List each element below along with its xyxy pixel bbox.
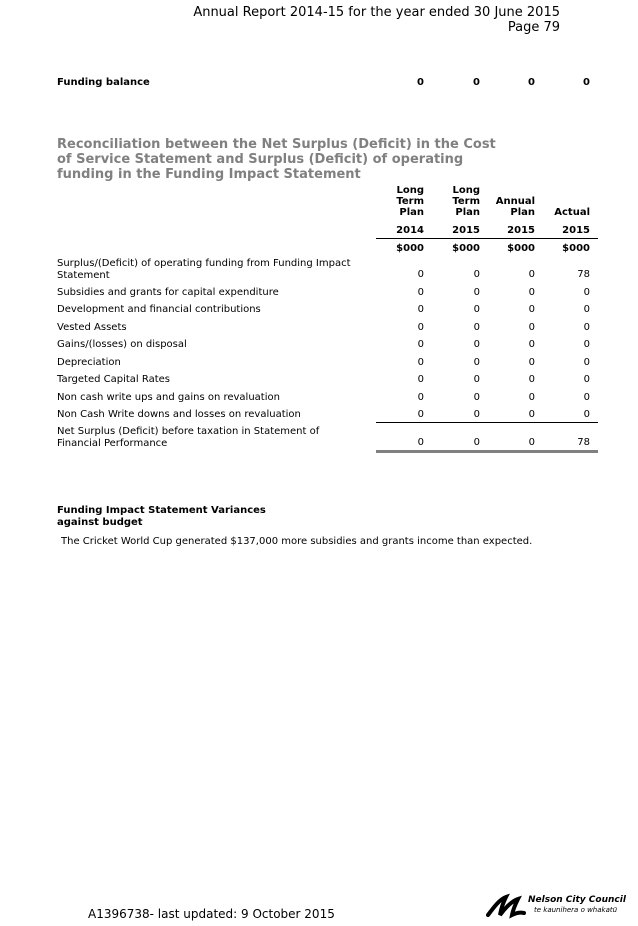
table-cell: 0 (583, 409, 590, 420)
table-cell: 0 (528, 269, 535, 280)
table-cell: 78 (577, 437, 590, 448)
table-cell: 0 (583, 392, 590, 403)
table-cell: 0 (583, 304, 590, 315)
table-cell: 0 (528, 374, 535, 385)
total-rule (376, 450, 598, 453)
funding-balance-label: Funding balance (57, 77, 150, 88)
table-row-label: Depreciation (57, 357, 121, 368)
column-year: 2015 (507, 225, 535, 236)
table-row-label: Non Cash Write downs and losses on revaluation (57, 409, 301, 420)
column-header-ltp-2015: Long Term Plan (452, 185, 480, 218)
funding-balance-value: 0 (583, 77, 590, 88)
variances-text: The Cricket World Cup generated $137,000 more subsidies and grants income than expected. (61, 536, 533, 547)
table-cell: 0 (417, 304, 424, 315)
table-cell: 0 (528, 339, 535, 350)
funding-balance-value: 0 (417, 77, 424, 88)
funding-balance-value: 0 (528, 77, 535, 88)
logo-tagline: te kaunihera o whakatū (534, 906, 618, 914)
table-cell: 0 (528, 287, 535, 298)
table-row-label: Subsidies and grants for capital expenditure (57, 287, 279, 298)
page-number: Page 79 (507, 20, 560, 35)
logo-name: Nelson City Council (528, 895, 626, 905)
table-row-label: Non cash write ups and gains on revaluation (57, 392, 280, 403)
table-cell: 0 (417, 357, 424, 368)
table-cell: 0 (528, 437, 535, 448)
funding-balance-value: 0 (473, 77, 480, 88)
column-unit: $000 (396, 243, 424, 254)
table-cell: 0 (417, 392, 424, 403)
table-cell: 0 (417, 269, 424, 280)
table-row-label: Gains/(losses) on disposal (57, 339, 187, 350)
table-cell: 78 (577, 269, 590, 280)
table-cell: 0 (473, 287, 480, 298)
column-header-annual-plan-2015: Annual Plan (495, 196, 535, 218)
table-cell: 0 (528, 357, 535, 368)
document-reference: A1396738- last updated: 9 October 2015 (88, 907, 335, 921)
table-cell: 0 (473, 304, 480, 315)
table-cell: 0 (417, 374, 424, 385)
table-cell: 0 (473, 437, 480, 448)
subtotal-rule (376, 422, 598, 423)
table-cell: 0 (417, 339, 424, 350)
table-cell: 0 (473, 269, 480, 280)
table-cell: 0 (473, 409, 480, 420)
report-title: Annual Report 2014-15 for the year ended 30 June 2015 (193, 5, 560, 20)
table-cell: 0 (417, 409, 424, 420)
table-cell: 0 (583, 374, 590, 385)
nelson-logo-icon (486, 893, 526, 919)
table-row-label: Vested Assets (57, 322, 127, 333)
table-cell: 0 (473, 322, 480, 333)
column-unit: $000 (452, 243, 480, 254)
variances-title: Funding Impact Statement Variances against budget (57, 505, 266, 528)
table-row-label: Net Surplus (Deficit) before taxation in Statement of Financial Performance (57, 426, 320, 449)
table-cell: 0 (417, 287, 424, 298)
table-cell: 0 (528, 392, 535, 403)
header-rule (376, 238, 598, 239)
table-cell: 0 (583, 339, 590, 350)
table-cell: 0 (528, 409, 535, 420)
column-unit: $000 (507, 243, 535, 254)
table-cell: 0 (473, 392, 480, 403)
table-cell: 0 (473, 357, 480, 368)
table-cell: 0 (528, 322, 535, 333)
table-cell: 0 (473, 374, 480, 385)
table-cell: 0 (473, 339, 480, 350)
column-year: 2015 (562, 225, 590, 236)
column-year: 2015 (452, 225, 480, 236)
column-header-ltp-2014: Long Term Plan (396, 185, 424, 218)
table-cell: 0 (583, 322, 590, 333)
column-year: 2014 (396, 225, 424, 236)
table-cell: 0 (583, 357, 590, 368)
reconciliation-title: Reconciliation between the Net Surplus (Deficit) in the Cost of Service Statement and Surplus (Deficit) of operating funding in the Funding Impact Statement (57, 137, 496, 182)
table-row-label: Development and financial contributions (57, 304, 261, 315)
column-header-actual-2015: Actual (554, 207, 590, 218)
table-cell: 0 (528, 304, 535, 315)
table-row-label: Surplus/(Deficit) of operating funding from Funding Impact Statement (57, 258, 351, 281)
table-cell: 0 (417, 322, 424, 333)
table-cell: 0 (583, 287, 590, 298)
table-cell: 0 (417, 437, 424, 448)
column-unit: $000 (562, 243, 590, 254)
table-row-label: Targeted Capital Rates (57, 374, 170, 385)
